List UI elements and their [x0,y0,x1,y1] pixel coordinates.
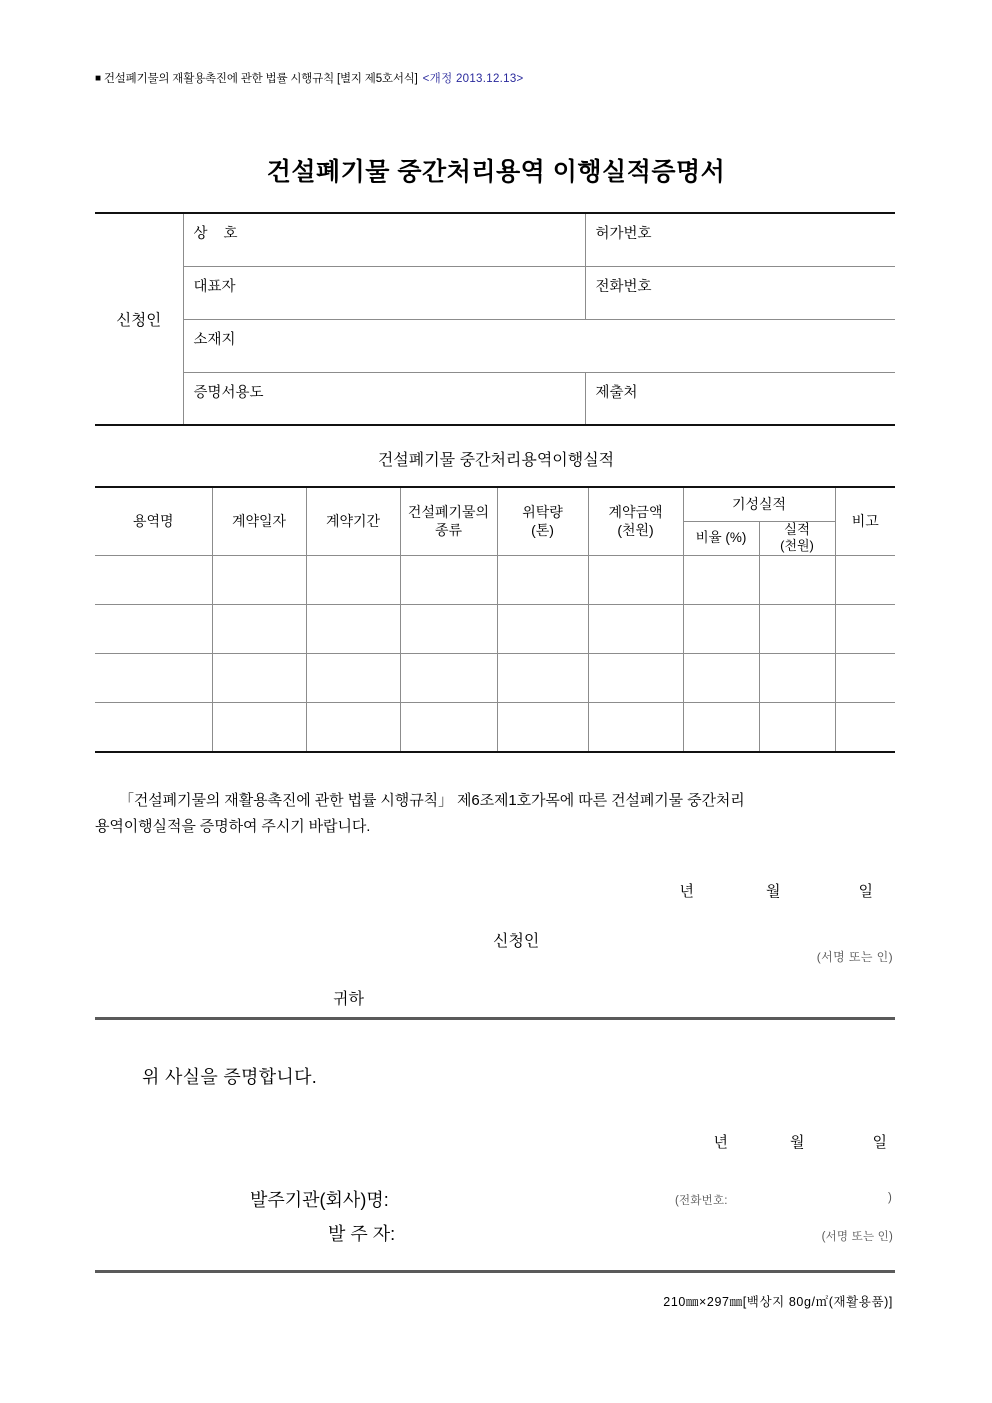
request-paragraph [95,788,895,841]
col-service-name: 용역명 [95,487,212,556]
bullet-square-icon: ■ [95,73,101,84]
cell-waste-type[interactable] [400,605,497,654]
table-header-row [95,487,895,521]
paper-spec-footer: 210㎜×297㎜[백상지 80g/㎡(재활용품)] [663,1295,893,1309]
orderer-phone-note [675,1192,893,1208]
orderer-seal-note: (서명 또는 인) [821,1231,893,1243]
table-row [95,703,895,752]
cell-service-name[interactable] [95,605,212,654]
certification-date-day: 일 [872,1134,887,1151]
col-contract-amount-line2: (천원) [617,521,654,538]
table-row [95,266,895,319]
cell-remarks[interactable] [835,556,895,605]
cell-contract-period[interactable] [306,654,400,703]
performance-table [95,486,895,753]
cell-completion-ratio[interactable] [683,703,759,752]
cell-remarks[interactable] [835,654,895,703]
cell-remarks[interactable] [835,703,895,752]
col-entrusted-amount-line1: 위탁량 [522,504,563,521]
cell-completion-result[interactable] [759,605,835,654]
cell-contract-date[interactable] [212,654,306,703]
col-contract-date: 계약일자 [212,487,306,556]
col-waste-type-line2: 종류 [434,521,463,538]
applicant-row-label: 신청인 [95,213,183,425]
page-title: 건설폐기물 중간처리용역 이행실적증명서 [266,158,726,186]
col-completion-result [759,521,835,556]
cell-completion-result[interactable] [759,654,835,703]
cell-completion-ratio[interactable] [683,654,759,703]
cell-entrusted-amount[interactable] [497,703,588,752]
table-row [95,605,895,654]
section-divider-upper [95,1017,895,1020]
applicant-seal-note: (서명 또는 인) [816,950,893,964]
table-row [95,319,895,372]
cell-completion-result[interactable] [759,703,835,752]
orderer-block [95,1186,895,1254]
field-address: 소재지 [183,319,895,372]
revision-text: <개정 2013.12.13> [422,73,524,85]
certification-date-line [95,1131,895,1152]
field-company-name-label: 상 호 [193,226,244,242]
recipient-label: 귀하 [333,991,364,1008]
cell-contract-date[interactable] [212,556,306,605]
request-paragraph-line2: 용역이행실적을 증명하여 주시기 바랍니다. [95,818,371,836]
law-reference-text: 건설폐기물의 재활용촉진에 관한 법률 시행규칙 [별지 제5호서식] [103,73,418,85]
field-submission-target: 제출처 [585,372,895,425]
cell-service-name[interactable] [95,654,212,703]
col-contract-period: 계약기간 [306,487,400,556]
field-representative: 대표자 [183,266,585,319]
applicant-date-day: 일 [858,883,873,900]
cell-contract-amount[interactable] [588,556,683,605]
applicant-date-year: 년 [679,883,694,900]
cell-service-name[interactable] [95,556,212,605]
certification-date-month: 월 [790,1134,805,1151]
orderer-person-row [95,1220,895,1254]
cell-entrusted-amount[interactable] [497,605,588,654]
orderer-phone-note-close: ) [888,1192,893,1204]
applicant-signature-label: 신청인 [493,933,540,950]
cell-contract-period[interactable] [306,556,400,605]
cell-completion-ratio[interactable] [683,605,759,654]
field-permit-number: 허가번호 [585,213,895,266]
col-waste-type-line1: 건설폐기물의 [407,504,490,521]
cell-contract-period[interactable] [306,703,400,752]
cell-waste-type[interactable] [400,703,497,752]
applicant-date-month: 월 [766,883,781,900]
cell-contract-date[interactable] [212,605,306,654]
cell-remarks[interactable] [835,605,895,654]
certification-date-year: 년 [713,1134,728,1151]
cell-service-name[interactable] [95,703,212,752]
cell-waste-type[interactable] [400,556,497,605]
cell-waste-type[interactable] [400,654,497,703]
col-completion-ratio: 비율 (%) [683,521,759,556]
col-entrusted-amount-line2: (톤) [531,521,554,538]
table-row [95,556,895,605]
orderer-organization-label: 발주기관(회사)명: [250,1190,389,1210]
applicant-table [95,212,895,426]
orderer-organization-row [95,1186,895,1220]
col-remarks: 비고 [835,487,895,556]
orderer-person-label: 발 주 자: [328,1224,396,1244]
field-phone-number: 전화번호 [585,266,895,319]
cell-contract-date[interactable] [212,703,306,752]
request-paragraph-line1: 「건설폐기물의 재활용촉진에 관한 법률 시행규칙」 제6조제1호가목에 따른 건설폐기물 중간처리 [119,792,745,809]
col-entrusted-amount [497,487,588,556]
table-row [95,654,895,703]
table-row [95,213,895,266]
col-waste-type [400,487,497,556]
col-completion-group: 기성실적 [683,487,835,521]
col-completion-result-line1: 실적 [783,521,811,537]
field-company-name [183,213,585,266]
section-divider-lower [95,1270,895,1273]
orderer-phone-note-text: (전화번호: [675,1195,728,1207]
col-contract-amount [588,487,683,556]
applicant-date-line [95,880,895,901]
cell-contract-period[interactable] [306,605,400,654]
cell-completion-result[interactable] [759,556,835,605]
col-contract-amount-line1: 계약금액 [608,504,663,521]
performance-table-caption: 건설폐기물 중간처리용역이행실적 [377,452,615,469]
cell-entrusted-amount[interactable] [497,556,588,605]
cell-contract-amount[interactable] [588,703,683,752]
table-row [95,372,895,425]
cell-contract-amount[interactable] [588,605,683,654]
certification-statement: 위 사실을 증명합니다. [142,1067,318,1087]
cell-contract-amount[interactable] [588,654,683,703]
col-completion-result-line2: (천원) [780,538,814,554]
field-certificate-purpose: 증명서용도 [183,372,585,425]
cell-entrusted-amount[interactable] [497,654,588,703]
form-header [95,70,524,86]
cell-completion-ratio[interactable] [683,556,759,605]
